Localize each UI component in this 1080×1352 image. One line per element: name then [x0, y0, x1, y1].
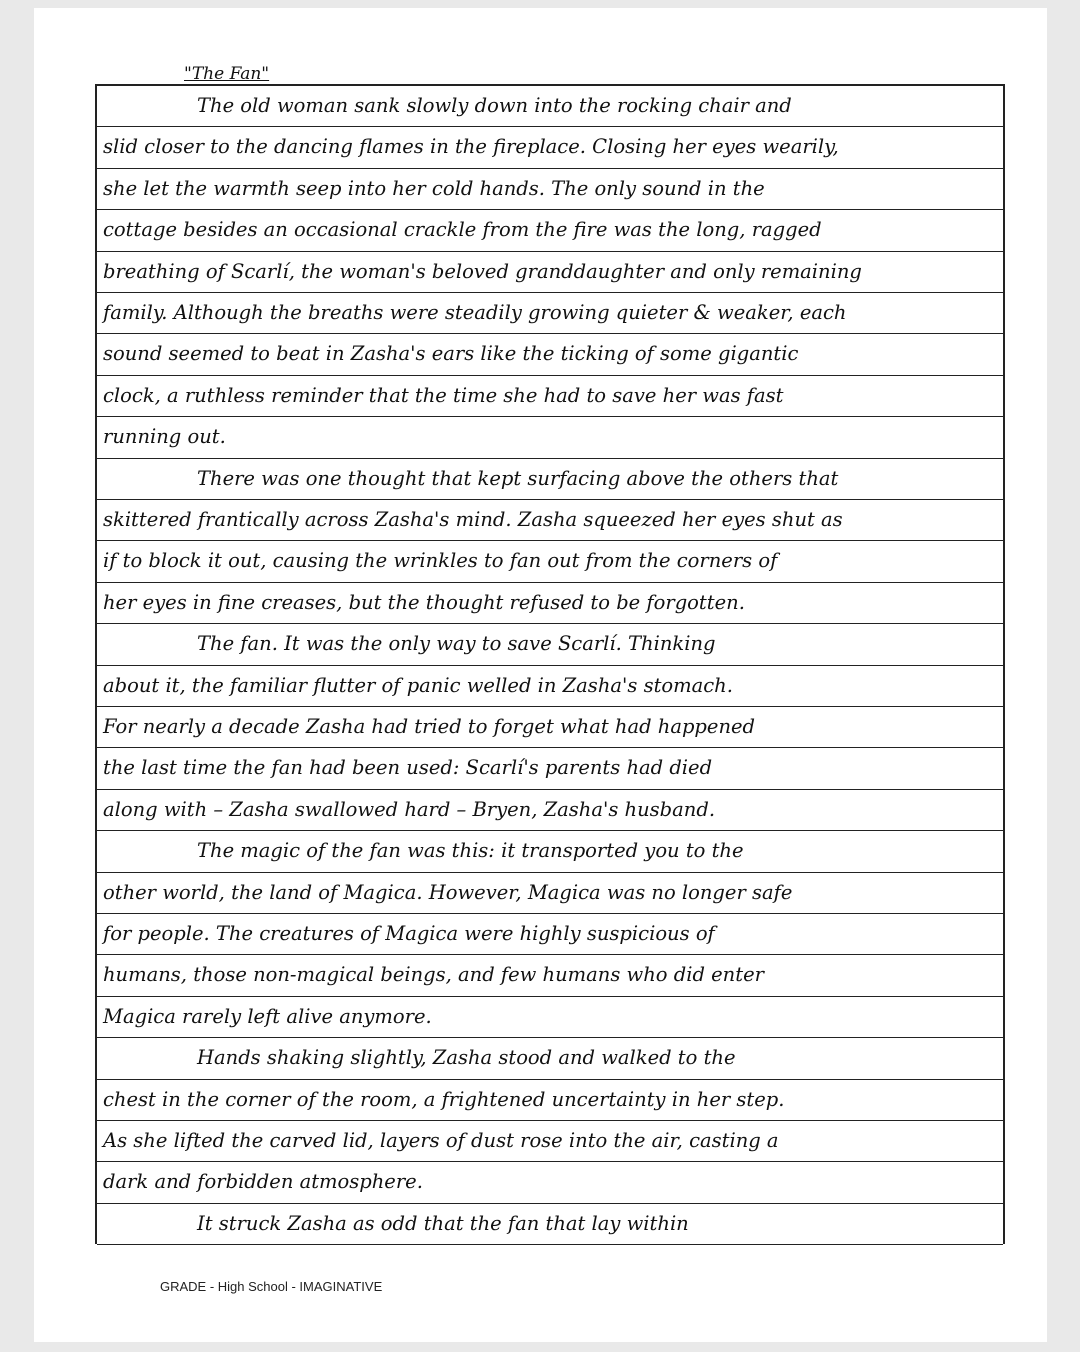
text-line: cottage besides an occasional crackle from the fire was the long, ragged: [97, 210, 1003, 251]
text-line: The fan. It was the only way to save Scarlí. Thinking: [97, 624, 1003, 665]
text-line: other world, the land of Magica. However, Magica was no longer safe: [97, 873, 1003, 914]
text-line: she let the warmth seep into her cold hands. The only sound in the: [97, 169, 1003, 210]
text-line: sound seemed to beat in Zasha's ears like the ticking of some gigantic: [97, 334, 1003, 375]
text-line: skittered frantically across Zasha's mind. Zasha squeezed her eyes shut as: [97, 500, 1003, 541]
text-line: Hands shaking slightly, Zasha stood and walked to the: [97, 1038, 1003, 1079]
text-line: For nearly a decade Zasha had tried to forget what had happened: [97, 707, 1003, 748]
text-line: for people. The creatures of Magica were highly suspicious of: [97, 914, 1003, 955]
text-line: the last time the fan had been used: Scarlí's parents had died: [97, 748, 1003, 789]
grade-footer: GRADE - High School - IMAGINATIVE: [160, 1279, 383, 1294]
text-line: running out.: [97, 417, 1003, 458]
text-line: chest in the corner of the room, a frightened uncertainty in her step.: [97, 1080, 1003, 1121]
text-line: her eyes in fine creases, but the thought refused to be forgotten.: [97, 583, 1003, 624]
text-line: about it, the familiar flutter of panic welled in Zasha's stomach.: [97, 666, 1003, 707]
text-line: family. Although the breaths were steadily growing quieter & weaker, each: [97, 293, 1003, 334]
text-line: It struck Zasha as odd that the fan that lay within: [97, 1204, 1003, 1245]
text-line: The magic of the fan was this: it transported you to the: [97, 831, 1003, 872]
text-line: As she lifted the carved lid, layers of dust rose into the air, casting a: [97, 1121, 1003, 1162]
essay-title: "The Fan": [184, 64, 270, 84]
text-line: along with – Zasha swallowed hard – Bryen, Zasha's husband.: [97, 790, 1003, 831]
text-line: dark and forbidden atmosphere.: [97, 1162, 1003, 1203]
text-line: breathing of Scarlí, the woman's beloved granddaughter and only remaining: [97, 252, 1003, 293]
text-line: clock, a ruthless reminder that the time she had to save her was fast: [97, 376, 1003, 417]
text-line: if to block it out, causing the wrinkles to fan out from the corners of: [97, 541, 1003, 582]
document-page: [34, 8, 1047, 1342]
text-line: There was one thought that kept surfacing above the others that: [97, 459, 1003, 500]
text-line: slid closer to the dancing flames in the fireplace. Closing her eyes wearily,: [97, 127, 1003, 168]
text-line: humans, those non-magical beings, and few humans who did enter: [97, 955, 1003, 996]
text-line: The old woman sank slowly down into the rocking chair and: [97, 86, 1003, 127]
text-line: Magica rarely left alive anymore.: [97, 997, 1003, 1038]
ruled-text-block: [95, 84, 1005, 1244]
